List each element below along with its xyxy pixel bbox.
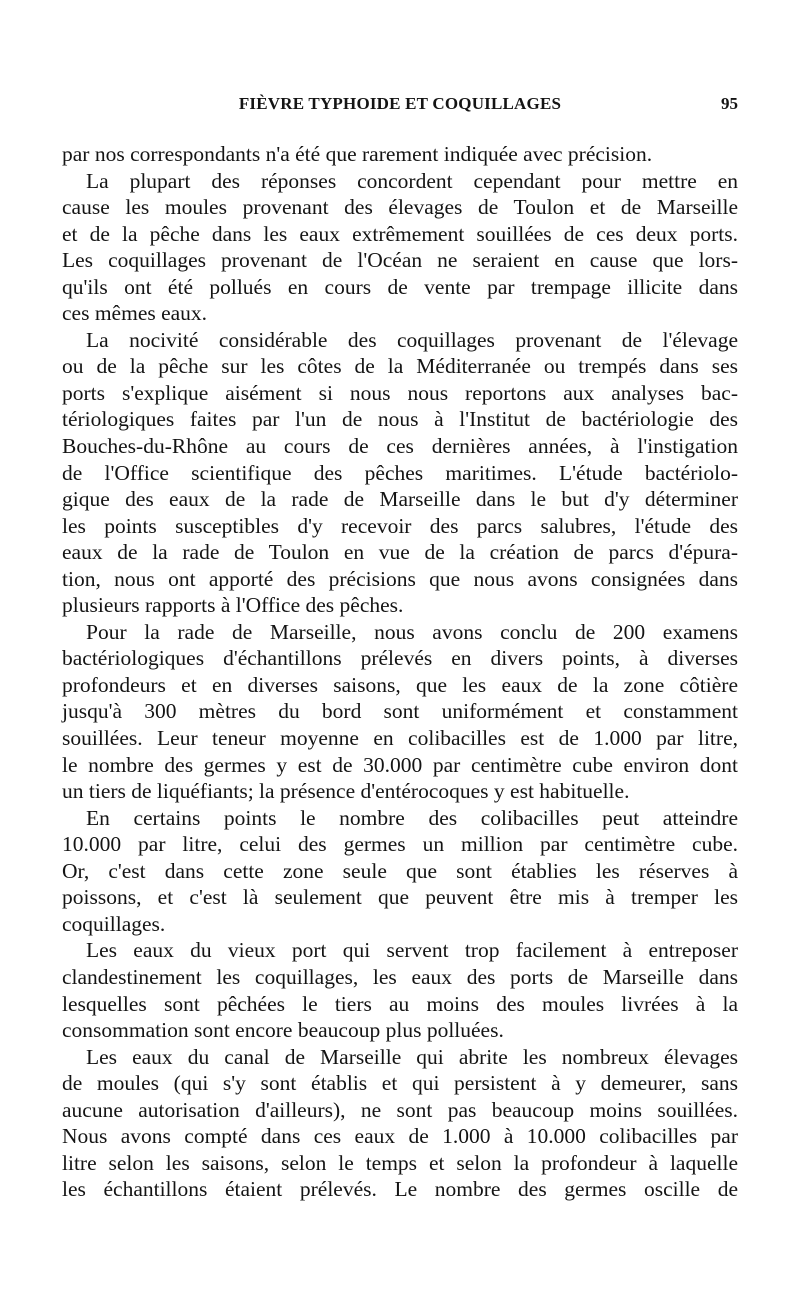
text-line: un tiers de liquéfiants; la présence d'entérocoques y est habituelle.: [62, 779, 630, 804]
text-line: bactériologiques d'échantillons prélevés en divers points, à diverses: [62, 646, 738, 671]
text-line: consommation sont encore beaucoup plus polluées.: [62, 1018, 504, 1043]
paragraph: [62, 168, 738, 327]
paragraph: [62, 1044, 738, 1203]
text-line: plusieurs rapports à l'Office des pêches.: [62, 593, 404, 618]
page-number: 95: [721, 94, 738, 113]
text-line: cause les moules provenant des élevages de Toulon et de Marseille: [62, 195, 738, 220]
paragraph-continuation: [62, 141, 738, 168]
text-line: Les eaux du vieux port qui servent trop facilement à entreposer: [86, 938, 738, 963]
text-line: Les eaux du canal de Marseille qui abrite les nombreux élevages: [86, 1044, 738, 1069]
text-line: les échantillons étaient prélevés. Le nombre des germes oscille de: [62, 1177, 738, 1202]
text-line: par nos correspondants n'a été que rarement indiquée avec précision.: [62, 142, 653, 166]
text-line: le nombre des germes y est de 30.000 par centimètre cube environ dont: [62, 752, 738, 777]
text-line: de moules (qui s'y sont établis et qui persistent à y demeurer, sans: [62, 1071, 738, 1096]
text-line: La nocivité considérable des coquillages provenant de l'élevage: [86, 327, 738, 352]
text-line: coquillages.: [62, 911, 166, 936]
text-line: poissons, et c'est là seulement que peuvent être mis à tremper les: [62, 885, 738, 910]
text-line: ou de la pêche sur les côtes de la Méditerranée ou trempés dans ses: [62, 354, 738, 379]
text-line: En certains points le nombre des colibacilles peut atteindre: [86, 805, 738, 830]
text-line: Pour la rade de Marseille, nous avons conclu de 200 examens: [86, 619, 738, 644]
text-line: les points susceptibles d'y recevoir des parcs salubres, l'étude des: [62, 513, 738, 538]
text-line: litre selon les saisons, selon le temps et selon la profondeur à laquelle: [62, 1150, 738, 1175]
text-line: Or, c'est dans cette zone seule que sont établies les réserves à: [62, 858, 738, 883]
text-line: de l'Office scientifique des pêches maritimes. L'étude bactériolo-: [62, 460, 738, 485]
text-line: qu'ils ont été pollués en cours de vente par trempage illicite dans: [62, 274, 738, 299]
text-line: clandestinement les coquillages, les eaux des ports de Marseille dans: [62, 964, 738, 989]
text-line: aucune autorisation d'ailleurs), ne sont pas beaucoup moins souillées.: [62, 1097, 738, 1122]
text-line: 10.000 par litre, celui des germes un million par centimètre cube.: [62, 832, 738, 857]
body-text: [62, 141, 738, 1203]
text-line: tion, nous ont apporté des précisions que nous avons consignées dans: [62, 566, 738, 591]
running-head: [62, 90, 738, 118]
text-line: jusqu'à 300 mètres du bord sont uniformément et constamment: [62, 699, 738, 724]
text-line: tériologiques faites par l'un de nous à l'Institut de bactériologie des: [62, 407, 738, 432]
text-line: La plupart des réponses concordent cependant pour mettre en: [86, 168, 738, 193]
text-line: lesquelles sont pêchées le tiers au moins des moules livrées à la: [62, 991, 738, 1016]
text-line: souillées. Leur teneur moyenne en colibacilles est de 1.000 par litre,: [62, 726, 738, 751]
paragraph: [62, 937, 738, 1043]
paragraph: [62, 619, 738, 805]
text-line: eaux de la rade de Toulon en vue de la création de parcs d'épura-: [62, 540, 738, 565]
paragraph: [62, 805, 738, 938]
text-line: ces mêmes eaux.: [62, 301, 208, 326]
text-line: et de la pêche dans les eaux extrêmement souillées de ces deux ports.: [62, 221, 738, 246]
text-line: ports s'explique aisément si nous nous reportons aux analyses bac-: [62, 380, 738, 405]
paragraph: [62, 327, 738, 619]
text-line: profondeurs et en diverses saisons, que les eaux de la zone côtière: [62, 672, 738, 697]
text-line: gique des eaux de la rade de Marseille dans le but d'y déterminer: [62, 487, 738, 512]
running-title: FIÈVRE TYPHOIDE ET COQUILLAGES: [238, 94, 562, 113]
text-line: Nous avons compté dans ces eaux de 1.000 à 10.000 colibacilles par: [62, 1124, 738, 1149]
text-line: Les coquillages provenant de l'Océan ne seraient en cause que lors-: [62, 248, 738, 273]
text-line: Bouches-du-Rhône au cours de ces dernières années, à l'instigation: [62, 434, 738, 459]
